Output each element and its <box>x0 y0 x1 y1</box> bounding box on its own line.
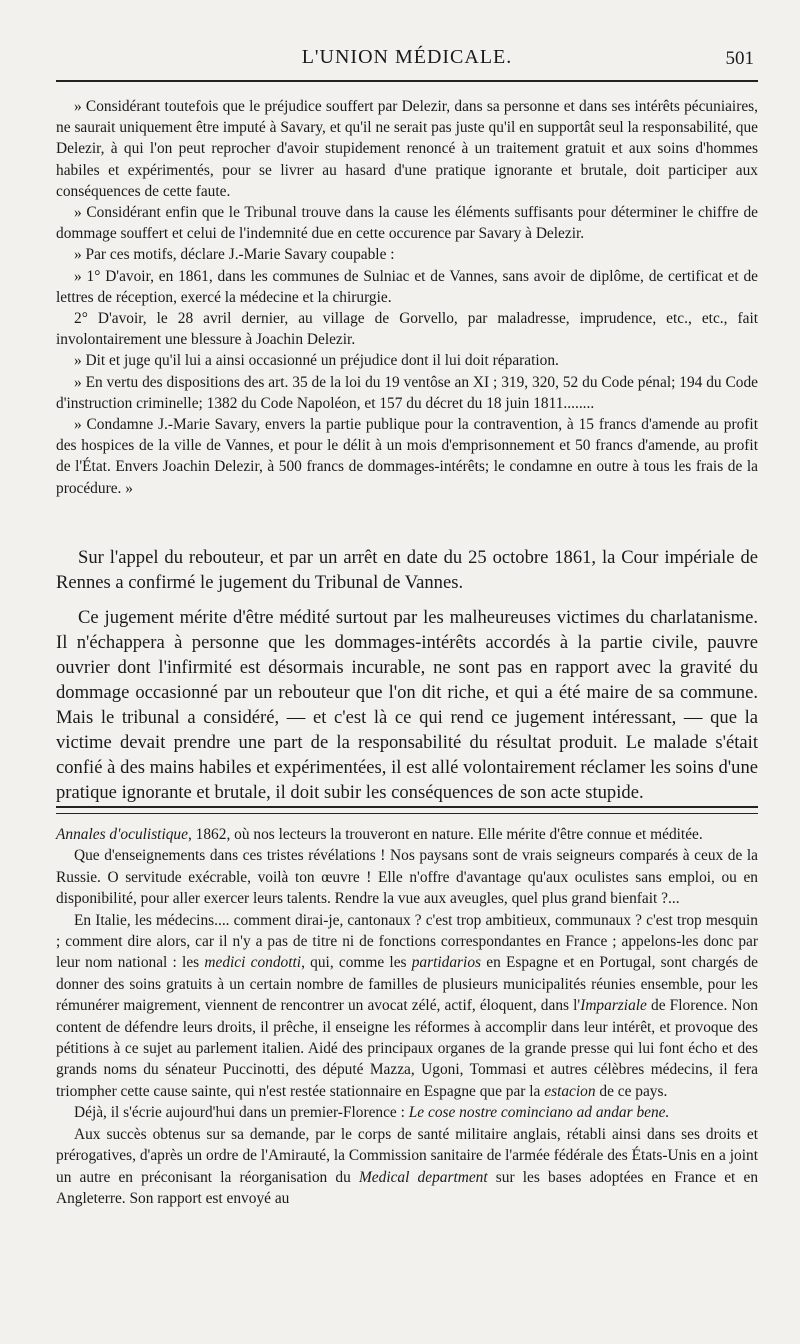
judgment-paragraph: » Condamne J.-Marie Savary, envers la partie publique pour la contravention, à 15 francs d'amende au profit des hospices de la ville de Vannes, et pour le délit à un mois d'emprisonnement et 50 francs d'amende, au profit de l'État. Envers Joachin Delezir, à 500 francs de dommages-intérêts; le condamne en outre à tous les frais de la procédure. » <box>56 416 758 497</box>
journal-citation: Annales d'oculistique <box>56 826 188 843</box>
page-number: 501 <box>725 48 754 69</box>
judgment-paragraph: » Considérant toutefois que le préjudice souffert par Delezir, dans sa personne et dans ses intérêts pécuniaires, ne saurait uniquement être imputé à Savary, et qu'il ne serait pas juste qu'il en supportât seul la responsabilité, que Delezir, à qui l'on peut reprocher d'avoir stupidement renoncé à un traitement gratuit et aux soins d'hommes habiles et expérimentés, pour se livrer au hasard d'une pratique ignorante et brutale, doit participer aux conséquences de cette faute. <box>56 98 758 200</box>
italic-term: Imparziale <box>580 997 647 1015</box>
italic-term: estacion <box>544 1082 596 1100</box>
feuilleton-paragraph <box>56 1124 758 1210</box>
text-run: En Italie, les médecins.... comment dirai-je, cantonaux ? c'est trop ambitieux, communaux ? c'est trop mesquin ; comment dire alors, car il n'y a pas de titre ni de fonctions correspondantes en France ; appelons-les donc par leur nom national : les <box>56 911 758 972</box>
judgment-text <box>56 96 758 499</box>
commentary-text <box>56 545 758 815</box>
text-run: , 1862, où nos lecteurs la trouveront en nature. Elle mérite d'être connue et méditée. <box>187 826 703 843</box>
text-run: en Espagne et en Portugal, sont chargés de donner des soins gratuits à un certain nombre de familles de plusieurs municipalités réunies ensemble, pour les rémunérer maigrement, viennent de rencontrer un avocat zélé, actif, éloquent, dans l' <box>56 954 759 1015</box>
text-run: , qui, comme les <box>301 954 412 972</box>
running-header <box>56 46 758 76</box>
commentary-paragraph: Sur l'appel du rebouteur, et par un arrêt en date du 25 octobre 1861, la Cour impériale de Rennes a confirmé le jugement du Tribunal de Vannes. <box>56 547 758 593</box>
italic-term: medici condotti <box>204 954 302 972</box>
commentary-paragraph: Ce jugement mérite d'être médité surtout par les malheureuses victimes du charlatanisme. Il n'échappera à personne que les dommages-intérêts accordés à la partie civile, pauvre ouvrier dont l'infirmité est désormais incurable, ne sont pas en rapport avec la gravité du dommage occasionné par un rebouteur que l'on dit riche, et qui a été maire de sa commune. Mais le tribunal a considéré, — et c'est là ce qui rend ce jugement intéressant, — que la victime devait prendre une part de la responsabilité du résultat produit. Le malade s'était confié à des mains habiles et expérimentées, il est allé volontairement réclamer les soins d'une pratique ignorante et brutale, il doit subir les conséquences de son acte stupide. <box>56 607 758 803</box>
journal-title: L'UNION MÉDICALE. <box>301 46 513 68</box>
text-run: de ce pays. <box>595 1082 668 1100</box>
judgment-paragraph: » En vertu des dispositions des art. 35 de la loi du 19 ventôse an XI ; 319, 320, 52 du Code pénal; 194 du Code d'instruction criminelle; 1382 du Code Napoléon, et 157 du décret du 18 juin 1811........ <box>56 373 758 412</box>
header-rule <box>56 80 758 82</box>
judgment-paragraph: » 1° D'avoir, en 1861, dans les communes de Sulniac et de Vannes, sans avoir de diplôme, de certificat et de lettres de réception, exercé la médecine et la chirurgie. <box>56 267 758 306</box>
judgment-paragraph: » Dit et juge qu'il lui a ainsi occasionné un préjudice dont il lui doit réparation. <box>74 352 559 370</box>
feuilleton-text <box>56 824 758 1209</box>
feuilleton-paragraph <box>56 824 758 845</box>
feuilleton-paragraph: Que d'enseignements dans ces tristes révélations ! Nos paysans sont de vrais seigneurs comparés à ceux de la Russie. O servitude exécrable, voilà ton œuvre ! Elle n'offre d'avantage qu'aux oculistes sans emploi, ou en disponibilité, pour aller exercer leurs talents. Rendre la vue aux aveugles, quel plus grand bienfait ?... <box>56 847 758 908</box>
text-run: Aux succès obtenus sur sa demande, par le corps de santé militaire anglais, rétabli ainsi dans ses droits et prérogatives, d'après un ordre de l'Amirauté, la Commission sanitaire de l'armée fédérale des États-Unis en a joint un autre en préconisant la réorganisation du <box>56 1125 758 1186</box>
feuilleton-separator <box>56 806 758 814</box>
italic-term: partidarios <box>411 954 482 972</box>
text-run: de Florence. Non content de défendre leurs droits, il prêche, il enseigne les réformes à accomplir dans leur intérêt, et provoque des pétitions à ce sujet au parlement italien. Aidé des principaux organes de la grande presse qui lui font écho et des grands noms du sénateur Puccinotti, des député Mazza, Ugoni, Tommasi et autres célèbres médecins, il fera triompher cette cause sainte, qui n'est restée stationnaire en Espagne que par la <box>56 997 758 1100</box>
italic-term: Medical department <box>358 1168 488 1186</box>
feuilleton-paragraph <box>56 910 758 1103</box>
judgment-paragraph: » Par ces motifs, déclare J.-Marie Savary coupable : <box>74 246 395 264</box>
judgment-paragraph: » Considérant enfin que le Tribunal trouve dans la cause les éléments suffisants pour déterminer le chiffre de dommage souffert et celui de l'indemnité due en cette occurence par Savary à Delezir. <box>56 204 758 243</box>
text-run: sur les bases adoptées en France et en Angleterre. Son rapport est envoyé au <box>56 1168 759 1207</box>
italic-quote: Le cose nostre cominciano ad andar bene. <box>408 1104 670 1122</box>
judgment-paragraph: 2° D'avoir, le 28 avril dernier, au village de Gorvello, par maladresse, imprudence, etc., etc., fait involontairement une blessure à Joachin Delezir. <box>56 310 758 349</box>
text-run: Déjà, il s'écrie aujourd'hui dans un premier-Florence : <box>74 1104 409 1122</box>
feuilleton-paragraph <box>56 1102 758 1123</box>
